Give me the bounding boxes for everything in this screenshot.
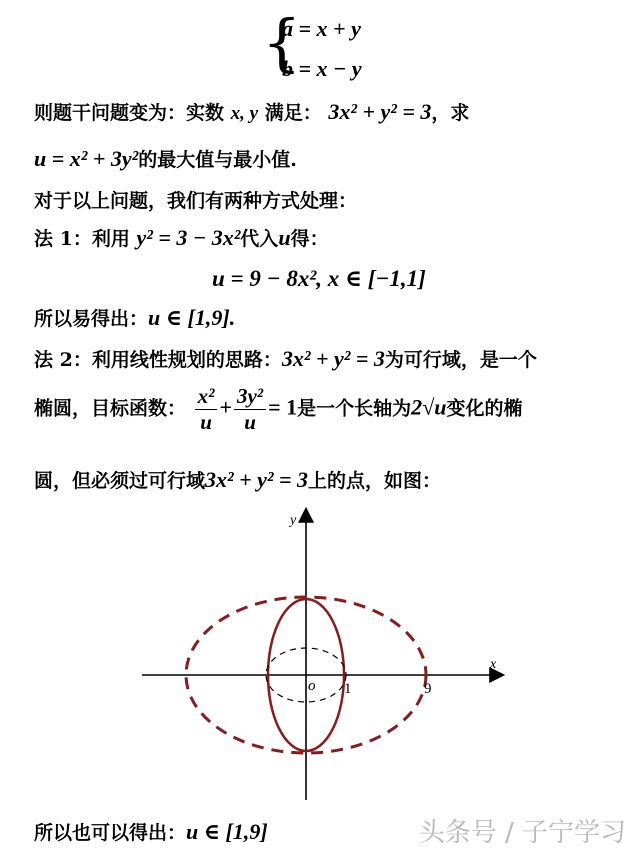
text-line-7	[34, 345, 537, 372]
tick-label-9: 9	[424, 681, 432, 697]
l7-post: 为可行域，是一个	[384, 349, 537, 371]
l1-mid: 满足：	[264, 102, 322, 124]
l8-eq1: = 1	[268, 394, 298, 420]
text-line-6	[34, 304, 235, 331]
l2-eq: u = x² + 3y²	[34, 146, 139, 171]
text-line-1	[34, 98, 469, 125]
l8-pre: 椭圆，目标函数：	[34, 397, 187, 420]
text-line-10	[34, 818, 268, 845]
l10-eq: u ∈ [1,9]	[186, 819, 268, 844]
l10-pre: 所以也可以得出：	[34, 822, 187, 844]
l6-eq: u ∈ [1,9].	[148, 305, 236, 330]
fraction-x2-over-u	[195, 384, 218, 435]
tick-label-1: 1	[344, 681, 352, 697]
l6-pre: 所以易得出：	[34, 308, 149, 330]
text-line-9	[34, 466, 441, 493]
text-line-5: u = 9 − 8x², x ∈ [−1,1]	[212, 266, 426, 291]
frac1-num: x²	[195, 384, 218, 410]
l9-pre: 圆，但必须过可行域	[34, 470, 206, 492]
l1-eq: 3x² + y² = 3	[328, 99, 432, 124]
origin-label: o	[308, 678, 316, 694]
l9-eq: 3x² + y² = 3	[205, 467, 309, 492]
l8-axis: 2√u	[411, 394, 447, 420]
l4-mid: 代入	[240, 228, 279, 250]
text-line-3: 对于以上问题，我们有两种方式处理：	[34, 190, 358, 212]
l1-pre: 则题干问题变为：实数	[34, 102, 225, 124]
text-line-2	[34, 145, 297, 172]
l9-post: 上的点，如图：	[308, 470, 442, 492]
l7-eq: 3x² + y² = 3	[281, 346, 385, 371]
x-axis-label: x	[490, 657, 497, 672]
frac2-num: 3y²	[234, 384, 266, 410]
y-axis-label: y	[290, 513, 297, 528]
l8-plus: +	[219, 394, 232, 420]
l4-post: 得：	[290, 228, 329, 250]
frac2-den: u	[244, 410, 256, 434]
l4-eq: y² = 3 − 3x²	[136, 225, 241, 250]
l2-post: 的最大值与最小值.	[138, 149, 297, 171]
l8-post: 变化的椭	[446, 397, 523, 420]
l4-pre: 法 1：利用	[34, 228, 130, 250]
l7-pre: 法 2：利用线性规划的思路：	[34, 349, 282, 371]
fraction-3y2-over-u	[234, 384, 266, 435]
l1-post: ，求	[431, 102, 470, 124]
l1-vars: x, y	[230, 103, 259, 124]
frac1-den: u	[200, 410, 212, 434]
l8-mid: 是一个长轴为	[297, 397, 412, 420]
l4-var: u	[278, 225, 291, 250]
text-line-4	[34, 224, 329, 251]
text-line-8	[34, 384, 523, 435]
system-brace: {	[262, 6, 302, 79]
ellipse-figure	[0, 500, 640, 810]
system-row-a: a = x + y	[282, 16, 361, 41]
watermark: 头条号 / 子宁学习	[418, 818, 626, 848]
system-row-b: b = x − y	[282, 56, 362, 81]
